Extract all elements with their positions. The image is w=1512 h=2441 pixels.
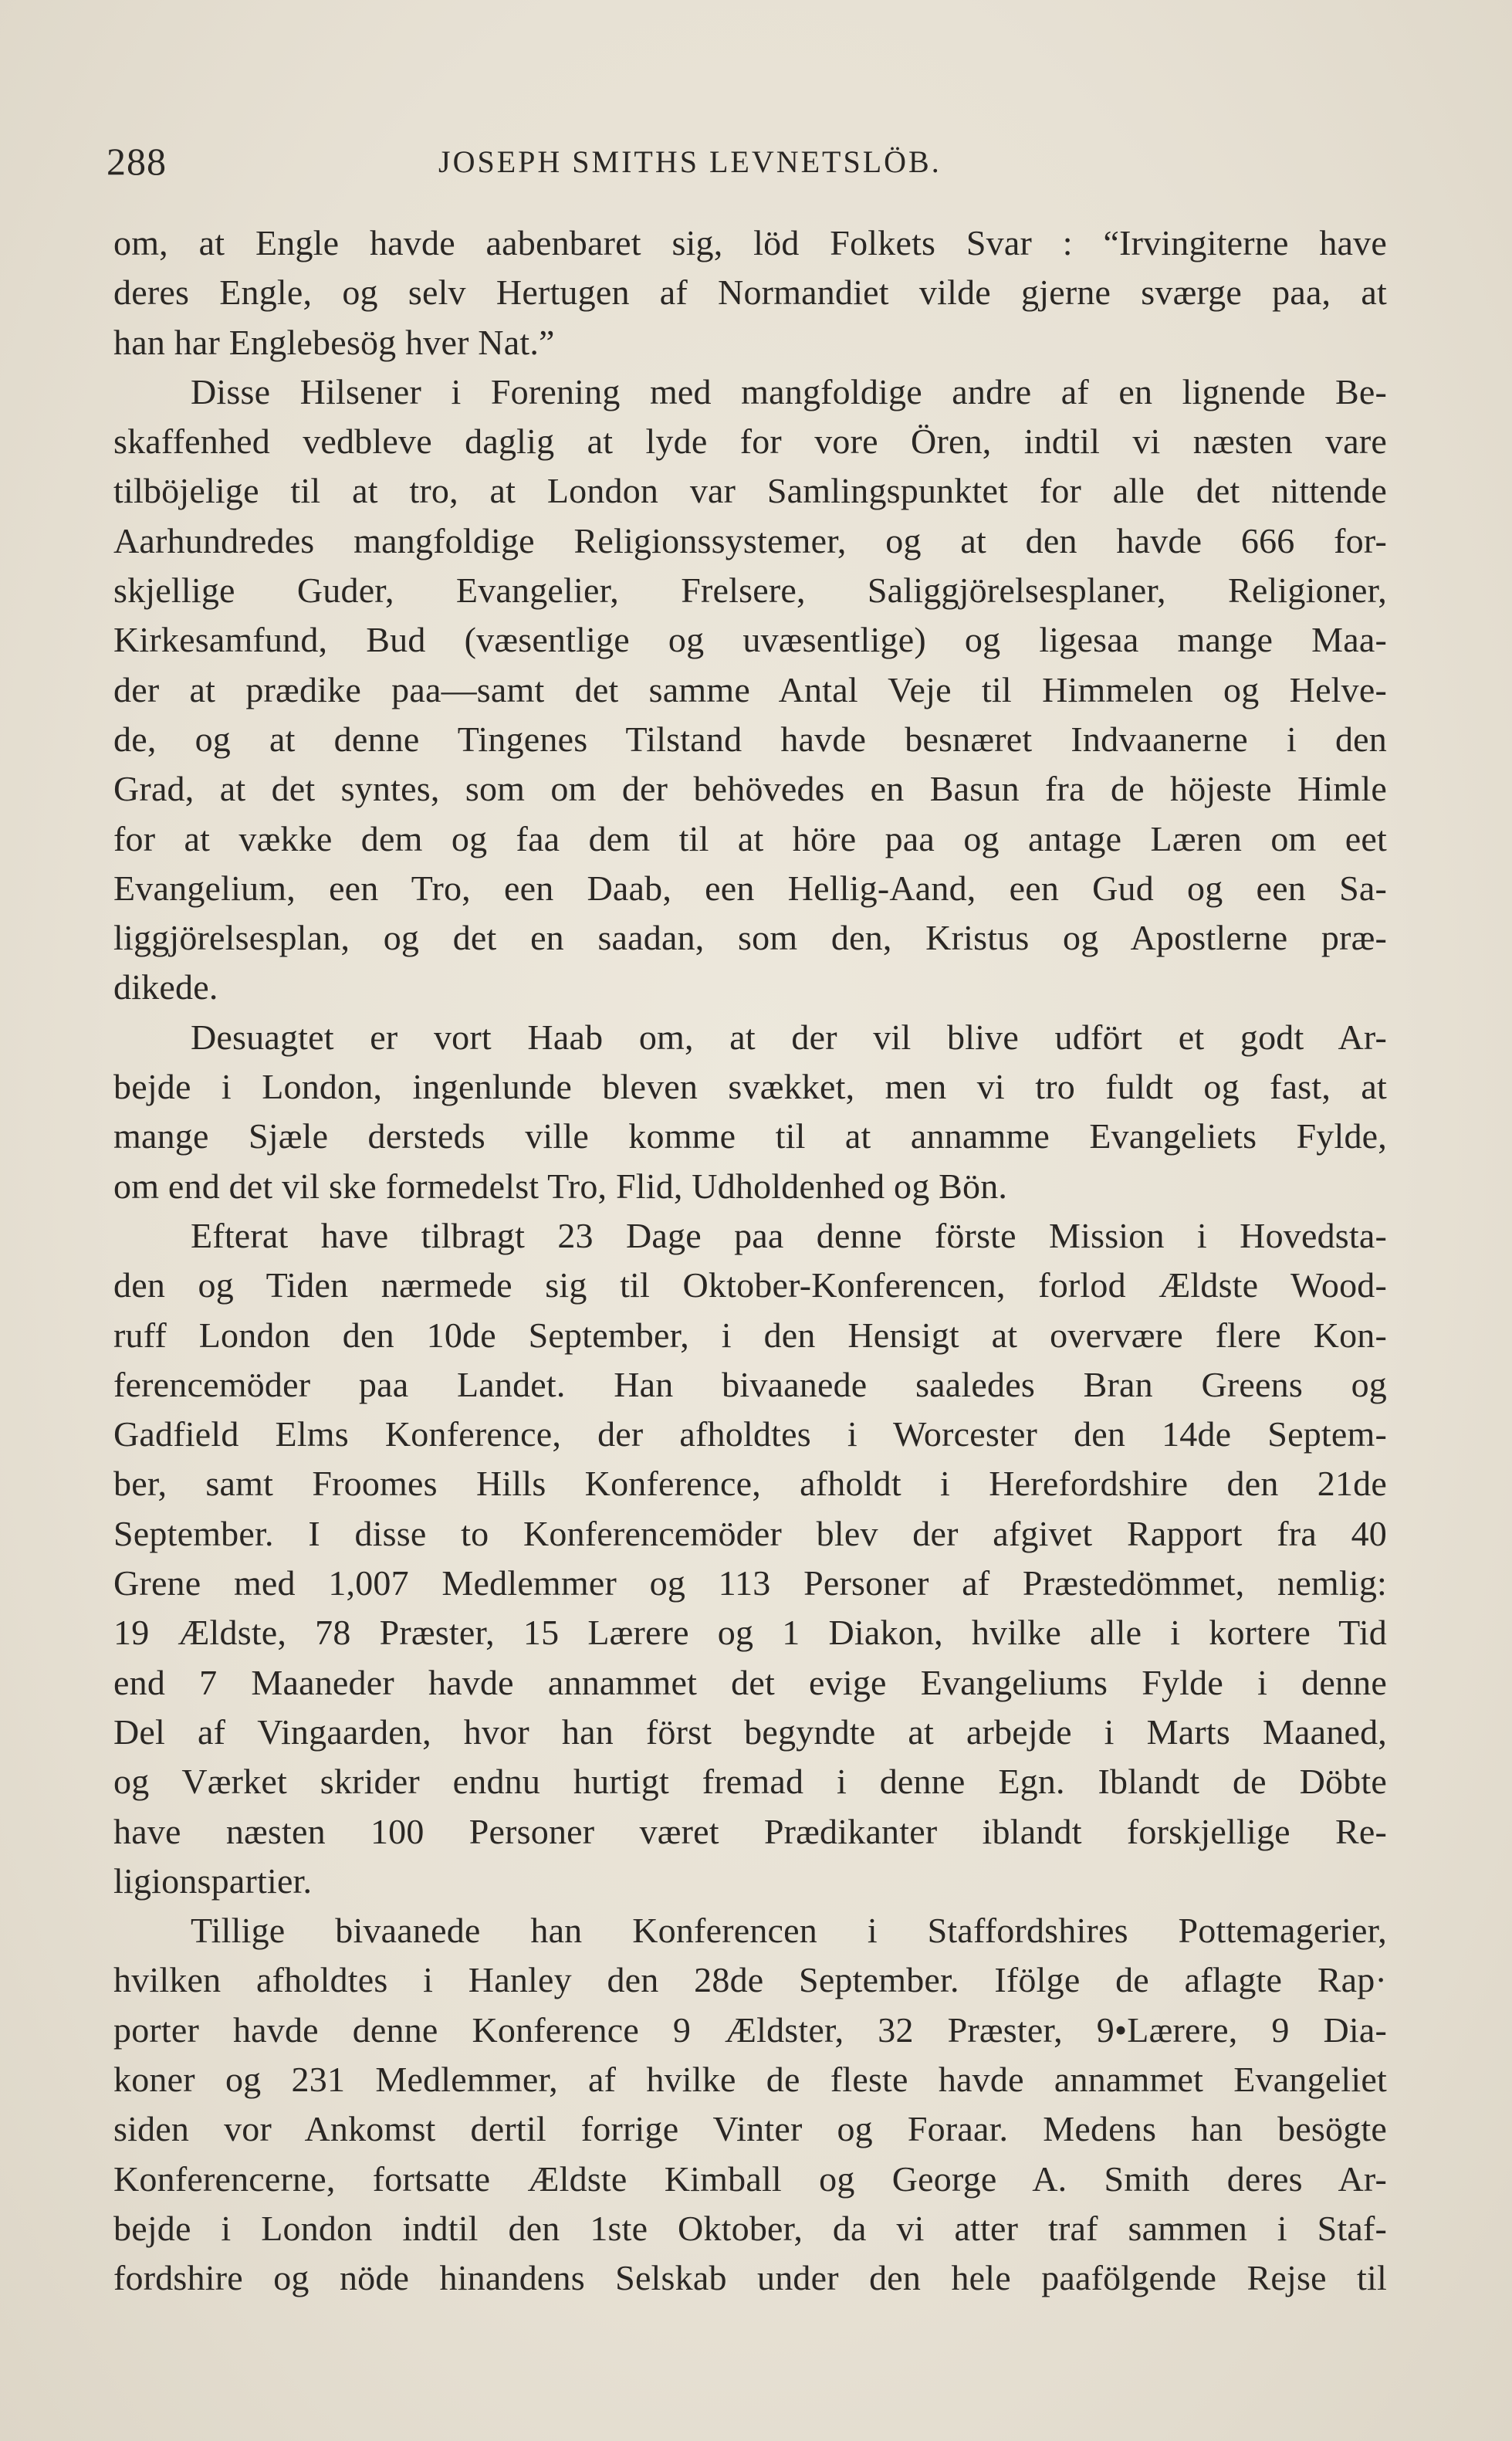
text-line: tilböjelige til at tro, at London var Samlingspunktet for alle det nittende [113, 471, 1387, 511]
text-line: siden vor Ankomst dertil forrige Vinter og Foraar. Medens han besögte [113, 2109, 1387, 2149]
text-line: Tillige bivaanede han Konferencen i Staffordshires Pottemagerier, [191, 1911, 1387, 1951]
text-line: Desuagtet er vort Haab om, at der vil blive udfört et godt Ar- [191, 1017, 1387, 1057]
text-line: Grene med 1,007 Medlemmer og 113 Personer af Præstedömmet, nemlig: [113, 1563, 1387, 1603]
text-line: Konferencerne, fortsatte Ældste Kimball og George A. Smith deres Ar- [113, 2158, 1387, 2199]
text-line: Disse Hilsener i Forening med mangfoldige andre af en lignende Be- [191, 371, 1387, 411]
text-line: have næsten 100 Personer været Prædikanter iblandt forskjellige Re- [113, 1811, 1387, 1851]
text-line: deres Engle, og selv Hertugen af Normandiet vilde gjerne sværge paa, at [113, 273, 1387, 313]
text-line: og Værket skrider endnu hurtigt fremad i denne Egn. Iblandt de Döbte [113, 1762, 1387, 1802]
text-line: 19 Ældste, 78 Præster, 15 Lærere og 1 Diakon, hvilke alle i kortere Tid [113, 1613, 1387, 1653]
text-line: ferencemöder paa Landet. Han bivaanede saaledes Bran Greens og [113, 1364, 1387, 1404]
text-line: der at prædike paa—samt det samme Antal Veje til Himmelen og Helve- [113, 669, 1387, 709]
text-line: Kirkesamfund, Bud (væsentlige og uvæsentlige) og ligesaa mange Maa- [113, 620, 1387, 660]
text-line: hvilken afholdtes i Hanley den 28de September. Ifölge de aflagte Rap· [113, 1960, 1387, 2000]
page-header [107, 139, 1380, 193]
text-line: mange Sjæle dersteds ville komme til at annamme Evangeliets Fylde, [113, 1116, 1387, 1156]
running-head: JOSEPH SMITHS LEVNETSLÖB. [438, 144, 942, 179]
text-line: om, at Engle havde aabenbaret sig, löd Folkets Svar : “Irvingiterne have [113, 223, 1387, 262]
text-line: ligionspartier. [113, 1860, 313, 1901]
text-line: han har Englebesög hver Nat.” [113, 322, 555, 362]
text-line: porter havde denne Konference 9 Ældster, 32 Præster, 9•Lærere, 9 Dia- [113, 2009, 1387, 2050]
text-line: end 7 Maaneder havde annammet det evige Evangeliums Fylde i denne [113, 1662, 1387, 1702]
text-line: Del af Vingaarden, hvor han först begyndte at arbejde i Marts Maaned, [113, 1711, 1387, 1752]
text-line: de, og at denne Tingenes Tilstand havde besnæret Indvaanerne i den [113, 719, 1387, 759]
text-line: bejde i London, ingenlunde bleven svækket, men vi tro fuldt og fast, at [113, 1067, 1387, 1107]
text-line: skaffenhed vedbleve daglig at lyde for vore Ören, indtil vi næsten vare [113, 422, 1387, 462]
body-text [113, 218, 1387, 2303]
text-line: for at vække dem og faa dem til at höre paa og antage Læren om eet [113, 818, 1387, 858]
page-number: 288 [107, 140, 167, 183]
text-line: fordshire og nöde hinandens Selskab under den hele paafölgende Rejse til [113, 2258, 1387, 2298]
text-line: September. I disse to Konferencemöder blev der afgivet Rapport fra 40 [113, 1513, 1387, 1553]
text-line: Aarhundredes mangfoldige Religionssystemer, og at den havde 666 for- [113, 520, 1387, 560]
text-line: koner og 231 Medlemmer, af hvilke de fleste havde annammet Evangeliet [113, 2059, 1387, 2099]
text-line: skjellige Guder, Evangelier, Frelsere, Saliggjörelsesplaner, Religioner, [113, 570, 1387, 611]
text-line: Efterat have tilbragt 23 Dage paa denne förste Mission i Hovedsta- [191, 1215, 1387, 1255]
text-line: Evangelium, een Tro, een Daab, een Hellig-Aand, een Gud og een Sa- [113, 868, 1387, 908]
text-line: Grad, at det syntes, som om der behövedes en Basun fra de höjeste Himle [113, 769, 1387, 809]
text-line: bejde i London indtil den 1ste Oktober, da vi atter traf sammen i Staf- [113, 2208, 1387, 2248]
text-line: dikede. [113, 967, 218, 1007]
text-line: Gadfield Elms Konference, der afholdtes i Worcester den 14de Septem- [113, 1414, 1387, 1454]
text-line: liggjörelsesplan, og det en saadan, som den, Kristus og Apostlerne præ- [113, 918, 1387, 958]
text-line: ber, samt Froomes Hills Konference, afholdt i Herefordshire den 21de [113, 1464, 1387, 1504]
text-line: den og Tiden nærmede sig til Oktober-Konferencen, forlod Ældste Wood- [113, 1265, 1387, 1305]
text-line: ruff London den 10de September, i den Hensigt at overvære flere Kon- [113, 1315, 1387, 1355]
text-line: om end det vil ske formedelst Tro, Flid, Udholdenhed og Bön. [113, 1166, 1008, 1206]
